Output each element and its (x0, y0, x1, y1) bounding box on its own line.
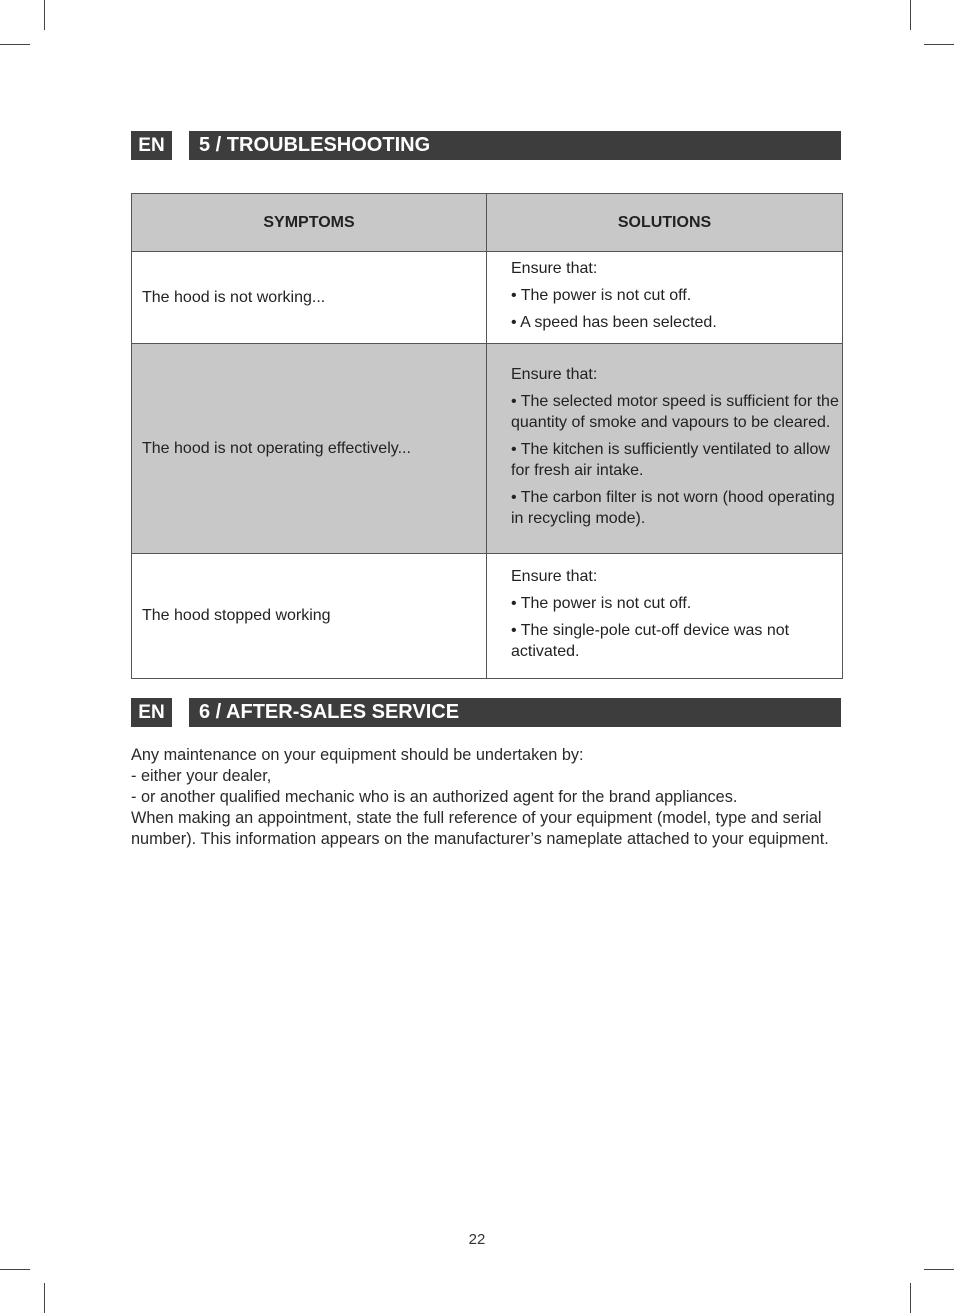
after-sales-header (131, 698, 841, 727)
crop-mark (0, 1269, 30, 1270)
solution-line: • The power is not cut off. (511, 595, 692, 612)
page-number: 22 (468, 1231, 486, 1248)
paragraph: When making an appointment, state the full reference of your equipment (model, type and serial number). This information appears on the manufacturer’s nameplate attached to your equipment. (131, 809, 829, 848)
after-sales-text (131, 745, 843, 850)
solutions-header: SOLUTIONS (487, 194, 843, 252)
troubleshooting-header (131, 131, 841, 160)
crop-mark (44, 1283, 45, 1313)
symptom-cell: The hood is not working... (132, 252, 487, 344)
solution-line: Ensure that: (511, 260, 598, 277)
table-row (132, 344, 843, 554)
crop-mark (910, 0, 911, 30)
table-header-row (132, 194, 843, 252)
solution-cell (487, 252, 843, 344)
paragraph: - either your dealer, (131, 767, 272, 785)
table-row (132, 554, 843, 679)
solution-line: • The kitchen is sufficiently ventilated to allow for fresh air intake. (511, 441, 830, 479)
solution-cell (487, 554, 843, 679)
solution-line: Ensure that: (511, 366, 598, 383)
paragraph: - or another qualified mechanic who is an authorized agent for the brand appliances. (131, 788, 738, 806)
crop-mark (924, 44, 954, 45)
solution-line: • The power is not cut off. (511, 287, 692, 304)
table-row (132, 252, 843, 344)
crop-mark (924, 1269, 954, 1270)
symptom-cell: The hood stopped working (132, 554, 487, 679)
crop-mark (0, 44, 30, 45)
crop-mark (910, 1283, 911, 1313)
section-title: 5 / TROUBLESHOOTING (189, 131, 841, 160)
solution-line: • The selected motor speed is sufficient for the quantity of smoke and vapours to be cleared. (511, 393, 839, 431)
solution-line: • The carbon filter is not worn (hood operating in recycling mode). (511, 489, 835, 527)
solution-line: Ensure that: (511, 568, 598, 585)
language-tag: EN (131, 131, 172, 160)
solution-line: • A speed has been selected. (511, 314, 717, 331)
solution-line: • The single-pole cut-off device was not activated. (511, 622, 790, 660)
troubleshooting-table (131, 193, 843, 679)
paragraph: Any maintenance on your equipment should be undertaken by: (131, 746, 584, 764)
solution-cell (487, 344, 843, 554)
symptoms-header: SYMPTOMS (132, 194, 487, 252)
section-title: 6 / AFTER-SALES SERVICE (189, 698, 841, 727)
crop-mark (44, 0, 45, 30)
language-tag: EN (131, 698, 172, 727)
symptom-cell: The hood is not operating effectively... (132, 344, 487, 554)
